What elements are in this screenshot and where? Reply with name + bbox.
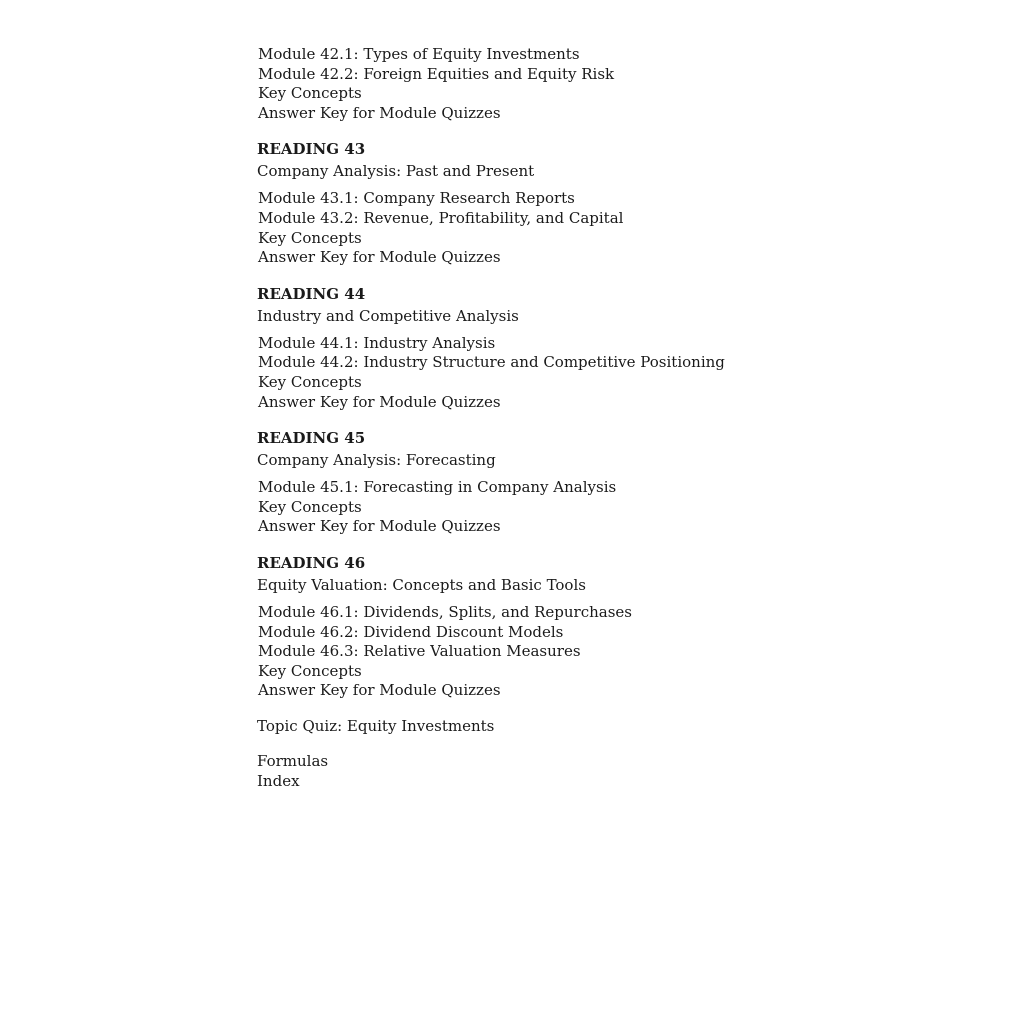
reading-44-section (257, 284, 957, 412)
reading-46-section (257, 553, 957, 701)
toc-entry-key-concepts[interactable]: Key Concepts (258, 497, 362, 516)
toc-entry-module-42-2[interactable]: Module 42.2: Foreign Equities and Equity Risk (258, 64, 615, 83)
toc-entry-key-concepts[interactable]: Key Concepts (258, 372, 362, 391)
reading-title[interactable]: Company Analysis: Past and Present (257, 162, 535, 181)
toc-entry-module-42-1[interactable]: Module 42.1: Types of Equity Investments (258, 45, 580, 63)
table-of-contents (257, 45, 957, 792)
reading-45-section (257, 428, 957, 537)
reading-43-modules (258, 189, 957, 267)
reading-42-modules (258, 45, 957, 123)
toc-entry-module-44-1[interactable]: Module 44.1: Industry Analysis (258, 333, 496, 352)
reading-43-section (257, 139, 957, 267)
toc-entry-answer-key[interactable]: Answer Key for Module Quizzes (258, 517, 501, 536)
toc-entry-module-45-1[interactable]: Module 45.1: Forecasting in Company Analysis (258, 478, 617, 497)
toc-entry-topic-quiz[interactable]: Topic Quiz: Equity Investments (257, 716, 495, 735)
toc-entry-module-43-1[interactable]: Module 43.1: Company Research Reports (258, 189, 575, 208)
toc-entry-index[interactable]: Index (257, 772, 300, 791)
toc-entry-key-concepts[interactable]: Key Concepts (258, 661, 362, 680)
toc-entry-module-46-2[interactable]: Module 46.2: Dividend Discount Models (258, 622, 564, 641)
toc-entry-module-46-1[interactable]: Module 46.1: Dividends, Splits, and Repurchases (258, 602, 632, 621)
toc-entry-module-44-2[interactable]: Module 44.2: Industry Structure and Competitive Positioning (258, 353, 725, 372)
reading-heading[interactable]: READING 43 (257, 140, 366, 159)
reading-title[interactable]: Equity Valuation: Concepts and Basic Tools (257, 575, 586, 594)
toc-entry-key-concepts[interactable]: Key Concepts (258, 228, 362, 247)
reading-46-modules (258, 603, 957, 701)
back-matter (257, 752, 957, 791)
toc-entry-answer-key[interactable]: Answer Key for Module Quizzes (258, 103, 501, 122)
toc-entry-key-concepts[interactable]: Key Concepts (258, 84, 362, 103)
reading-title[interactable]: Company Analysis: Forecasting (257, 451, 496, 470)
reading-45-modules (258, 478, 957, 537)
reading-heading[interactable]: READING 45 (257, 429, 366, 448)
reading-title[interactable]: Industry and Competitive Analysis (257, 306, 519, 325)
reading-heading[interactable]: READING 44 (257, 284, 366, 303)
toc-entry-formulas[interactable]: Formulas (257, 752, 329, 771)
toc-entry-answer-key[interactable]: Answer Key for Module Quizzes (258, 392, 501, 411)
reading-44-modules (258, 334, 957, 412)
toc-entry-answer-key[interactable]: Answer Key for Module Quizzes (258, 681, 501, 700)
toc-entry-module-43-2[interactable]: Module 43.2: Revenue, Profitability, and Capital (258, 208, 624, 227)
toc-entry-module-46-3[interactable]: Module 46.3: Relative Valuation Measures (258, 642, 581, 661)
reading-heading[interactable]: READING 46 (257, 553, 366, 572)
toc-entry-answer-key[interactable]: Answer Key for Module Quizzes (258, 248, 501, 267)
